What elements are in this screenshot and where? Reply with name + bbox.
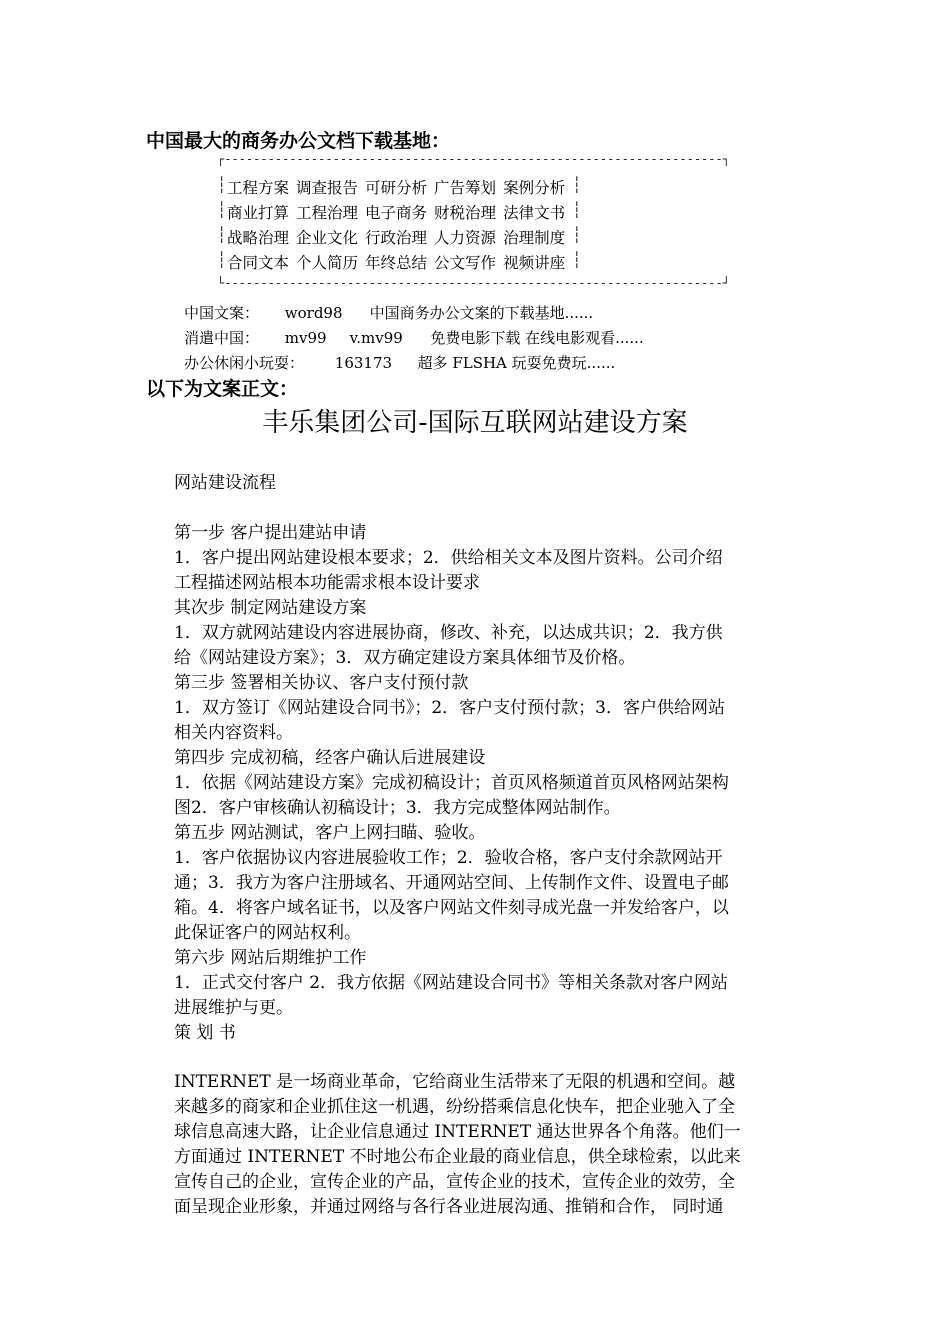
step-line: 1．依据《网站建设方案》完成初稿设计；首页风格频道首页风格网站架构 [174, 773, 729, 793]
category-link[interactable]: 财税治理 [434, 204, 497, 222]
promo-site-code[interactable]: mv99 [284, 329, 327, 347]
category-link[interactable]: 可研分析 [365, 179, 428, 197]
step-line: 通；3．我方为客户注册域名、开通网站空间、上传制作文件、设置电子邮 [174, 873, 729, 893]
category-link[interactable]: 企业文化 [296, 229, 359, 247]
paragraph-line: INTERNET 是一场商业革命，它给商业生活带来了无限的机遇和空间。越 [174, 1072, 736, 1092]
step-line: 1．双方就网站建设内容进展协商，修改、补充，以达成共识；2．我方供 [174, 623, 723, 643]
category-link[interactable]: 视频讲座 [503, 254, 566, 272]
promo-site-code[interactable]: word98 [284, 304, 343, 322]
step-line: 此保证客户的网站权利。 [174, 923, 361, 943]
category-row-3 [217, 226, 611, 248]
section-heading: 网站建设流程 [174, 473, 276, 493]
box-side-right: ┆ [572, 251, 582, 269]
promo-site-name: 中国文案： [184, 304, 260, 322]
box-bottom-border: └---------------------------------------------------------------------┘ [217, 276, 730, 290]
step-line: 策 划 书 [174, 1023, 236, 1043]
download-base-heading: 中国最大的商务办公文档下载基地： [146, 130, 451, 152]
step-line: 进展维护与更。 [174, 998, 293, 1018]
box-side-left: ┆ [217, 251, 227, 269]
document-title: 丰乐集团公司-国际互联网站建设方案 [262, 408, 688, 438]
category-row-2 [217, 201, 611, 223]
step-line: 1．客户依据协议内容进展验收工作；2．验收合格，客户支付余款网站开 [174, 848, 723, 868]
step-line: 第三步 签署相关协议、客户支付预付款 [174, 673, 469, 693]
step-line: 第一步 客户提出建站申请 [174, 523, 367, 543]
step-line: 工程描述网站根本功能需求根本设计要求 [174, 573, 480, 593]
step-line: 1．客户提出网站建设根本要求；2．供给相关文本及图片资料。公司介绍 [174, 548, 723, 568]
promo-site-name: 办公休闲小玩耍： [184, 354, 305, 372]
paragraph-line: 球信息高速大路，让企业信息通过 INTERNET 通达世界各个角落。他们一 [174, 1122, 741, 1142]
category-row-1 [217, 176, 611, 198]
paragraph-line: 来越多的商家和企业抓住这一机遇，纷纷搭乘信息化快车，把企业驰入了全 [174, 1097, 735, 1117]
step-line: 第五步 网站测试，客户上网扫瞄、验收。 [174, 823, 486, 843]
category-link[interactable]: 广告筹划 [434, 179, 497, 197]
step-line: 1．正式交付客户 2．我方依据《网站建设合同书》等相关条款对客户网站 [174, 973, 729, 993]
category-link[interactable]: 案例分析 [503, 179, 566, 197]
step-line: 1．双方签订《网站建设合同书》；2．客户支付预付款；3．客户供给网站 [174, 698, 725, 718]
category-link[interactable]: 个人简历 [296, 254, 359, 272]
promo-site-name: 消遣中国： [184, 329, 260, 347]
category-link[interactable]: 调查报告 [296, 179, 359, 197]
category-row-4 [217, 251, 611, 273]
step-line: 相关内容资料。 [174, 723, 293, 743]
process-steps [174, 521, 806, 1046]
category-link[interactable]: 商业打算 [227, 204, 290, 222]
paragraph-line: 面呈现企业形象，并通过网络与各行各业进展沟通、推销和合作， 同时通 [174, 1197, 724, 1217]
category-link[interactable]: 法律文书 [503, 204, 566, 222]
box-side-right: ┆ [572, 201, 582, 219]
step-line: 箱。4．将客户域名证书，以及客户网站文件刻寻成光盘一并发给客户，以 [174, 898, 729, 918]
promo-link-row [184, 327, 644, 348]
category-link[interactable]: 年终总结 [365, 254, 428, 272]
promo-site-code[interactable]: 163173 [334, 354, 393, 372]
body-intro-heading: 以下为文案正文： [146, 378, 299, 400]
step-line: 第四步 完成初稿，经客户确认后进展建设 [174, 748, 486, 768]
box-side-left: ┆ [217, 201, 227, 219]
category-link[interactable]: 行政治理 [365, 229, 428, 247]
step-line: 第六步 网站后期维护工作 [174, 948, 367, 968]
box-side-right: ┆ [572, 226, 582, 244]
promo-link-row [184, 352, 615, 373]
promo-site-desc: 超多 FLSHA 玩耍免费玩...... [417, 354, 616, 372]
step-line: 图2．客户审核确认初稿设计；3．我方完成整体网站制作。 [174, 798, 621, 818]
box-side-left: ┆ [217, 176, 227, 194]
category-link[interactable]: 电子商务 [365, 204, 428, 222]
category-link[interactable]: 工程方案 [227, 179, 290, 197]
step-line: 其次步 制定网站建设方案 [174, 598, 367, 618]
category-link[interactable]: 合同文本 [227, 254, 290, 272]
planning-paragraph [174, 1070, 806, 1220]
promo-site-desc: 免费电影下载 在线电影观看...... [430, 329, 644, 347]
paragraph-line: 方面通过 INTERNET 不时地公布企业最的商业信息，供全球检索，以此来 [174, 1147, 741, 1167]
category-link[interactable]: 治理制度 [503, 229, 566, 247]
step-line: 给《网站建设方案》；3．双方确定建设方案具体细节及价格。 [174, 648, 636, 668]
box-side-right: ┆ [572, 176, 582, 194]
category-link[interactable]: 人力资源 [434, 229, 497, 247]
category-link[interactable]: 战略治理 [227, 229, 290, 247]
box-top-border: ┌---------------------------------------------------------------------┐ [217, 152, 730, 166]
promo-site-desc: 中国商务办公文案的下载基地...... [369, 304, 594, 322]
box-side-left: ┆ [217, 226, 227, 244]
promo-link-row [184, 302, 593, 323]
promo-site-code-alt[interactable]: v.mv99 [349, 329, 403, 347]
paragraph-line: 宣传自己的企业，宣传企业的产品，宣传企业的技术，宣传企业的效劳，全 [174, 1172, 735, 1192]
category-link[interactable]: 公文写作 [434, 254, 497, 272]
category-link[interactable]: 工程治理 [296, 204, 359, 222]
